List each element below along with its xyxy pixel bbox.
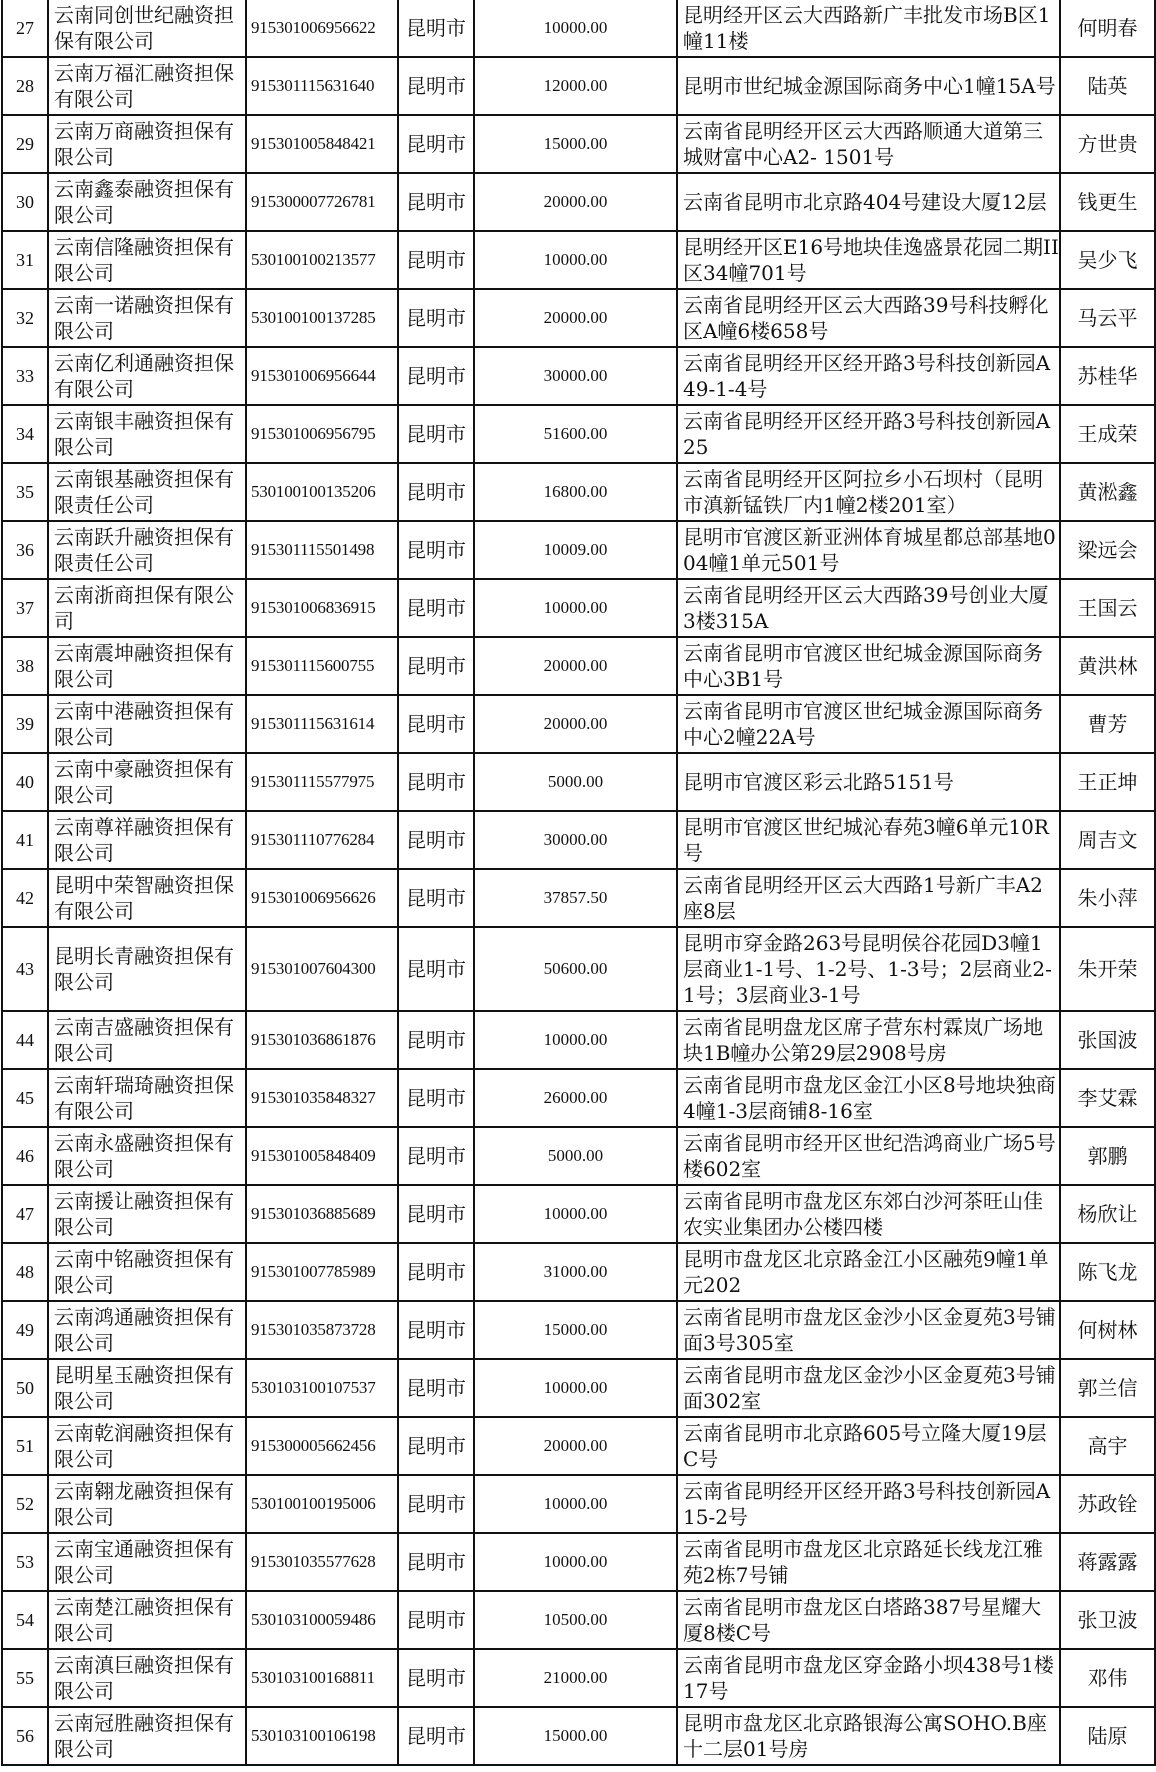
credit-code-cell: 915301006956626 — [246, 869, 398, 927]
registered-capital-cell: 21000.00 — [474, 1649, 677, 1707]
registered-capital-cell: 50600.00 — [474, 927, 677, 1011]
credit-code-cell: 530103100059486 — [246, 1591, 398, 1649]
company-address-cell: 云南省昆明市盘龙区北京路延长线龙江雅苑2栋7号铺 — [677, 1533, 1060, 1591]
row-number-cell: 38 — [2, 637, 48, 695]
credit-code-cell: 915301110776284 — [246, 811, 398, 869]
legal-representative-cell: 郭鹏 — [1060, 1127, 1155, 1185]
legal-representative-cell: 王正坤 — [1060, 753, 1155, 811]
row-number-cell: 28 — [2, 57, 48, 115]
legal-representative-cell: 何明春 — [1060, 0, 1155, 57]
registered-capital-cell: 10000.00 — [474, 1533, 677, 1591]
company-name-cell: 云南万福汇融资担保有限公司 — [48, 57, 246, 115]
table-body — [2, 0, 1155, 1765]
company-name-cell: 云南一诺融资担保有限公司 — [48, 289, 246, 347]
legal-representative-cell: 王国云 — [1060, 579, 1155, 637]
registered-capital-cell: 20000.00 — [474, 173, 677, 231]
table-row — [2, 1359, 1155, 1417]
registered-capital-cell: 20000.00 — [474, 637, 677, 695]
company-address-cell: 云南省昆明市盘龙区穿金路小坝438号1楼17号 — [677, 1649, 1060, 1707]
city-cell: 昆明市 — [398, 1533, 474, 1591]
credit-code-cell: 915301115501498 — [246, 521, 398, 579]
table-row — [2, 231, 1155, 289]
registered-capital-cell: 15000.00 — [474, 115, 677, 173]
company-name-cell: 云南银基融资担保有限责任公司 — [48, 463, 246, 521]
legal-representative-cell: 钱更生 — [1060, 173, 1155, 231]
credit-code-cell: 530103100168811 — [246, 1649, 398, 1707]
credit-code-cell: 915301115631614 — [246, 695, 398, 753]
credit-code-cell: 530103100107537 — [246, 1359, 398, 1417]
legal-representative-cell: 苏政铨 — [1060, 1475, 1155, 1533]
company-address-cell: 昆明市穿金路263号昆明侯谷花园D3幢1层商业1-1号、1-2号、1-3号；2层商业2-1号；3层商业3-1号 — [677, 927, 1060, 1011]
table-row — [2, 0, 1155, 57]
table-row — [2, 115, 1155, 173]
legal-representative-cell: 陈飞龙 — [1060, 1243, 1155, 1301]
city-cell: 昆明市 — [398, 1707, 474, 1765]
legal-representative-cell: 梁远会 — [1060, 521, 1155, 579]
row-number-cell: 55 — [2, 1649, 48, 1707]
registered-capital-cell: 10000.00 — [474, 231, 677, 289]
registered-capital-cell: 20000.00 — [474, 695, 677, 753]
row-number-cell: 47 — [2, 1185, 48, 1243]
company-address-cell: 云南省昆明市盘龙区白塔路387号星耀大厦8楼C号 — [677, 1591, 1060, 1649]
row-number-cell: 44 — [2, 1011, 48, 1069]
city-cell: 昆明市 — [398, 405, 474, 463]
city-cell: 昆明市 — [398, 1475, 474, 1533]
credit-code-cell: 915301006956644 — [246, 347, 398, 405]
city-cell: 昆明市 — [398, 1649, 474, 1707]
row-number-cell: 40 — [2, 753, 48, 811]
registered-capital-cell: 10000.00 — [474, 1185, 677, 1243]
row-number-cell: 30 — [2, 173, 48, 231]
row-number-cell: 56 — [2, 1707, 48, 1765]
row-number-cell: 35 — [2, 463, 48, 521]
company-address-cell: 昆明市官渡区彩云北路5151号 — [677, 753, 1060, 811]
city-cell: 昆明市 — [398, 1011, 474, 1069]
company-address-cell: 云南省昆明经开区云大西路39号创业大厦3楼315A — [677, 579, 1060, 637]
registered-capital-cell: 20000.00 — [474, 1417, 677, 1475]
row-number-cell: 32 — [2, 289, 48, 347]
row-number-cell: 53 — [2, 1533, 48, 1591]
table-row — [2, 1011, 1155, 1069]
legal-representative-cell: 马云平 — [1060, 289, 1155, 347]
city-cell: 昆明市 — [398, 347, 474, 405]
company-address-cell: 云南省昆明经开区云大西路39号科技孵化区A幢6楼658号 — [677, 289, 1060, 347]
registered-capital-cell: 10000.00 — [474, 579, 677, 637]
company-name-cell: 云南鸿通融资担保有限公司 — [48, 1301, 246, 1359]
city-cell: 昆明市 — [398, 1359, 474, 1417]
legal-representative-cell: 周吉文 — [1060, 811, 1155, 869]
table-row — [2, 1069, 1155, 1127]
table-row — [2, 1417, 1155, 1475]
registered-capital-cell: 16800.00 — [474, 463, 677, 521]
credit-code-cell: 915301115600755 — [246, 637, 398, 695]
legal-representative-cell: 曹芳 — [1060, 695, 1155, 753]
credit-code-cell: 915300007726781 — [246, 173, 398, 231]
company-address-cell: 云南省昆明市经开区世纪浩鸿商业广场5号楼602室 — [677, 1127, 1060, 1185]
registered-capital-cell: 20000.00 — [474, 289, 677, 347]
legal-representative-cell: 高宇 — [1060, 1417, 1155, 1475]
legal-representative-cell: 黄淞鑫 — [1060, 463, 1155, 521]
table-row — [2, 1649, 1155, 1707]
city-cell: 昆明市 — [398, 521, 474, 579]
company-name-cell: 云南吉盛融资担保有限公司 — [48, 1011, 246, 1069]
row-number-cell: 43 — [2, 927, 48, 1011]
company-address-cell: 云南省昆明经开区经开路3号科技创新园A49-1-4号 — [677, 347, 1060, 405]
company-name-cell: 云南亿利通融资担保有限公司 — [48, 347, 246, 405]
company-name-cell: 云南中铭融资担保有限公司 — [48, 1243, 246, 1301]
table-row — [2, 173, 1155, 231]
table-row — [2, 347, 1155, 405]
table-row — [2, 521, 1155, 579]
registered-capital-cell: 31000.00 — [474, 1243, 677, 1301]
credit-code-cell: 915300005662456 — [246, 1417, 398, 1475]
city-cell: 昆明市 — [398, 1417, 474, 1475]
credit-code-cell: 530103100106198 — [246, 1707, 398, 1765]
row-number-cell: 36 — [2, 521, 48, 579]
company-name-cell: 云南援让融资担保有限公司 — [48, 1185, 246, 1243]
credit-code-cell: 530100100195006 — [246, 1475, 398, 1533]
legal-representative-cell: 朱小萍 — [1060, 869, 1155, 927]
credit-code-cell: 915301035873728 — [246, 1301, 398, 1359]
registered-capital-cell: 5000.00 — [474, 1127, 677, 1185]
table-row — [2, 57, 1155, 115]
company-name-cell: 昆明星玉融资担保有限公司 — [48, 1359, 246, 1417]
city-cell: 昆明市 — [398, 57, 474, 115]
table-row — [2, 753, 1155, 811]
registered-capital-cell: 15000.00 — [474, 1707, 677, 1765]
company-name-cell: 云南翱龙融资担保有限公司 — [48, 1475, 246, 1533]
company-address-cell: 云南省昆明经开区云大西路1号新广丰A2座8层 — [677, 869, 1060, 927]
city-cell: 昆明市 — [398, 1301, 474, 1359]
company-name-cell: 云南轩瑞琦融资担保有限公司 — [48, 1069, 246, 1127]
table-row — [2, 1301, 1155, 1359]
city-cell: 昆明市 — [398, 811, 474, 869]
credit-code-cell: 530100100137285 — [246, 289, 398, 347]
company-address-cell: 昆明市世纪城金源国际商务中心1幢15A号 — [677, 57, 1060, 115]
company-address-cell: 云南省昆明经开区阿拉乡小石坝村（昆明市滇新锰铁厂内1幢2楼201室） — [677, 463, 1060, 521]
registered-capital-cell: 10000.00 — [474, 1359, 677, 1417]
company-address-cell: 云南省昆明市盘龙区金沙小区金夏苑3号铺面302室 — [677, 1359, 1060, 1417]
legal-representative-cell: 陆英 — [1060, 57, 1155, 115]
registered-capital-cell: 10009.00 — [474, 521, 677, 579]
company-address-cell: 云南省昆明经开区经开路3号科技创新园A25 — [677, 405, 1060, 463]
legal-representative-cell: 张卫波 — [1060, 1591, 1155, 1649]
city-cell: 昆明市 — [398, 637, 474, 695]
registered-capital-cell: 10000.00 — [474, 1475, 677, 1533]
row-number-cell: 34 — [2, 405, 48, 463]
city-cell: 昆明市 — [398, 173, 474, 231]
company-name-cell: 云南跃升融资担保有限责任公司 — [48, 521, 246, 579]
credit-code-cell: 915301007785989 — [246, 1243, 398, 1301]
legal-representative-cell: 朱开荣 — [1060, 927, 1155, 1011]
row-number-cell: 48 — [2, 1243, 48, 1301]
table-row — [2, 405, 1155, 463]
row-number-cell: 39 — [2, 695, 48, 753]
city-cell: 昆明市 — [398, 289, 474, 347]
company-name-cell: 云南银丰融资担保有限公司 — [48, 405, 246, 463]
company-address-cell: 云南省昆明经开区经开路3号科技创新园A15-2号 — [677, 1475, 1060, 1533]
company-address-cell: 昆明市盘龙区北京路银海公寓SOHO.B座十二层01号房 — [677, 1707, 1060, 1765]
row-number-cell: 54 — [2, 1591, 48, 1649]
table-row — [2, 1533, 1155, 1591]
company-name-cell: 昆明中荣智融资担保有限公司 — [48, 869, 246, 927]
row-number-cell: 42 — [2, 869, 48, 927]
company-name-cell: 云南乾润融资担保有限公司 — [48, 1417, 246, 1475]
city-cell: 昆明市 — [398, 869, 474, 927]
table-row — [2, 695, 1155, 753]
credit-code-cell: 915301006956795 — [246, 405, 398, 463]
legal-representative-cell: 黄洪林 — [1060, 637, 1155, 695]
table-row — [2, 1243, 1155, 1301]
credit-code-cell: 915301005848421 — [246, 115, 398, 173]
company-address-cell: 云南省昆明市盘龙区金江小区8号地块独商4幢1-3层商铺8-16室 — [677, 1069, 1060, 1127]
registered-capital-cell: 37857.50 — [474, 869, 677, 927]
company-name-cell: 云南尊祥融资担保有限公司 — [48, 811, 246, 869]
credit-code-cell: 915301035848327 — [246, 1069, 398, 1127]
table-row — [2, 1127, 1155, 1185]
row-number-cell: 49 — [2, 1301, 48, 1359]
credit-code-cell: 915301115631640 — [246, 57, 398, 115]
credit-code-cell: 915301007604300 — [246, 927, 398, 1011]
company-address-cell: 云南省昆明盘龙区席子营东村霖岚广场地块1B幢办公第29层2908号房 — [677, 1011, 1060, 1069]
legal-representative-cell: 邓伟 — [1060, 1649, 1155, 1707]
company-address-cell: 云南省昆明市官渡区世纪城金源国际商务中心3B1号 — [677, 637, 1060, 695]
city-cell: 昆明市 — [398, 0, 474, 57]
legal-representative-cell: 杨欣让 — [1060, 1185, 1155, 1243]
table-row — [2, 811, 1155, 869]
legal-representative-cell: 吴少飞 — [1060, 231, 1155, 289]
table-row — [2, 1185, 1155, 1243]
company-name-cell: 云南震坤融资担保有限公司 — [48, 637, 246, 695]
table-row — [2, 1707, 1155, 1765]
company-name-cell: 云南中豪融资担保有限公司 — [48, 753, 246, 811]
company-name-cell: 云南浙商担保有限公司 — [48, 579, 246, 637]
company-name-cell: 云南万商融资担保有限公司 — [48, 115, 246, 173]
credit-code-cell: 530100100135206 — [246, 463, 398, 521]
legal-representative-cell: 张国波 — [1060, 1011, 1155, 1069]
credit-code-cell: 530100100213577 — [246, 231, 398, 289]
company-name-cell: 云南中港融资担保有限公司 — [48, 695, 246, 753]
credit-code-cell: 915301115577975 — [246, 753, 398, 811]
credit-code-cell: 915301036861876 — [246, 1011, 398, 1069]
company-address-cell: 昆明市盘龙区北京路金江小区融苑9幢1单元202 — [677, 1243, 1060, 1301]
legal-representative-cell: 何树林 — [1060, 1301, 1155, 1359]
credit-code-cell: 915301036885689 — [246, 1185, 398, 1243]
row-number-cell: 29 — [2, 115, 48, 173]
legal-representative-cell: 苏桂华 — [1060, 347, 1155, 405]
row-number-cell: 45 — [2, 1069, 48, 1127]
table-row — [2, 289, 1155, 347]
company-name-cell: 云南宝通融资担保有限公司 — [48, 1533, 246, 1591]
registered-capital-cell: 51600.00 — [474, 405, 677, 463]
company-name-cell: 昆明长青融资担保有限公司 — [48, 927, 246, 1011]
company-address-cell: 云南省昆明市盘龙区金沙小区金夏苑3号铺面3号305室 — [677, 1301, 1060, 1359]
registered-capital-cell: 5000.00 — [474, 753, 677, 811]
company-name-cell: 云南楚江融资担保有限公司 — [48, 1591, 246, 1649]
city-cell: 昆明市 — [398, 579, 474, 637]
table-row — [2, 637, 1155, 695]
registered-capital-cell: 30000.00 — [474, 347, 677, 405]
row-number-cell: 27 — [2, 0, 48, 57]
table-row — [2, 463, 1155, 521]
registered-capital-cell: 10000.00 — [474, 1011, 677, 1069]
company-name-cell: 云南滇巨融资担保有限公司 — [48, 1649, 246, 1707]
city-cell: 昆明市 — [398, 927, 474, 1011]
registered-capital-cell: 30000.00 — [474, 811, 677, 869]
guarantee-company-table — [1, 0, 1156, 1766]
city-cell: 昆明市 — [398, 463, 474, 521]
city-cell: 昆明市 — [398, 1127, 474, 1185]
city-cell: 昆明市 — [398, 753, 474, 811]
city-cell: 昆明市 — [398, 1591, 474, 1649]
company-name-cell: 云南永盛融资担保有限公司 — [48, 1127, 246, 1185]
legal-representative-cell: 方世贵 — [1060, 115, 1155, 173]
company-address-cell: 昆明经开区云大西路新广丰批发市场B区1幢11楼 — [677, 0, 1060, 57]
city-cell: 昆明市 — [398, 1185, 474, 1243]
city-cell: 昆明市 — [398, 1243, 474, 1301]
company-name-cell: 云南鑫泰融资担保有限公司 — [48, 173, 246, 231]
registered-capital-cell: 26000.00 — [474, 1069, 677, 1127]
credit-code-cell: 915301006956622 — [246, 0, 398, 57]
credit-code-cell: 915301035577628 — [246, 1533, 398, 1591]
company-address-cell: 昆明经开区E16号地块佳逸盛景花园二期II区34幢701号 — [677, 231, 1060, 289]
company-name-cell: 云南信隆融资担保有限公司 — [48, 231, 246, 289]
city-cell: 昆明市 — [398, 695, 474, 753]
credit-code-cell: 915301005848409 — [246, 1127, 398, 1185]
legal-representative-cell: 蒋露露 — [1060, 1533, 1155, 1591]
company-name-cell: 云南同创世纪融资担保有限公司 — [48, 0, 246, 57]
legal-representative-cell: 陆原 — [1060, 1707, 1155, 1765]
row-number-cell: 31 — [2, 231, 48, 289]
company-address-cell: 云南省昆明市官渡区世纪城金源国际商务中心2幢22A号 — [677, 695, 1060, 753]
company-address-cell: 云南省昆明市北京路605号立隆大厦19层C号 — [677, 1417, 1060, 1475]
city-cell: 昆明市 — [398, 115, 474, 173]
company-address-cell: 昆明市官渡区新亚洲体育城星都总部基地004幢1单元501号 — [677, 521, 1060, 579]
table-row — [2, 869, 1155, 927]
row-number-cell: 51 — [2, 1417, 48, 1475]
legal-representative-cell: 郭兰信 — [1060, 1359, 1155, 1417]
city-cell: 昆明市 — [398, 231, 474, 289]
registered-capital-cell: 15000.00 — [474, 1301, 677, 1359]
row-number-cell: 46 — [2, 1127, 48, 1185]
credit-code-cell: 915301006836915 — [246, 579, 398, 637]
company-name-cell: 云南冠胜融资担保有限公司 — [48, 1707, 246, 1765]
table-row — [2, 1475, 1155, 1533]
row-number-cell: 50 — [2, 1359, 48, 1417]
company-address-cell: 云南省昆明市北京路404号建设大厦12层 — [677, 173, 1060, 231]
legal-representative-cell: 王成荣 — [1060, 405, 1155, 463]
row-number-cell: 52 — [2, 1475, 48, 1533]
table-row — [2, 1591, 1155, 1649]
registered-capital-cell: 10000.00 — [474, 0, 677, 57]
company-address-cell: 昆明市官渡区世纪城沁春苑3幢6单元10R号 — [677, 811, 1060, 869]
registered-capital-cell: 12000.00 — [474, 57, 677, 115]
row-number-cell: 37 — [2, 579, 48, 637]
city-cell: 昆明市 — [398, 1069, 474, 1127]
legal-representative-cell: 李艾霖 — [1060, 1069, 1155, 1127]
table-row — [2, 927, 1155, 1011]
registered-capital-cell: 10500.00 — [474, 1591, 677, 1649]
company-address-cell: 云南省昆明经开区云大西路顺通大道第三城财富中心A2- 1501号 — [677, 115, 1060, 173]
row-number-cell: 41 — [2, 811, 48, 869]
table-row — [2, 579, 1155, 637]
company-address-cell: 云南省昆明市盘龙区东郊白沙河茶旺山佳农实业集团办公楼四楼 — [677, 1185, 1060, 1243]
row-number-cell: 33 — [2, 347, 48, 405]
